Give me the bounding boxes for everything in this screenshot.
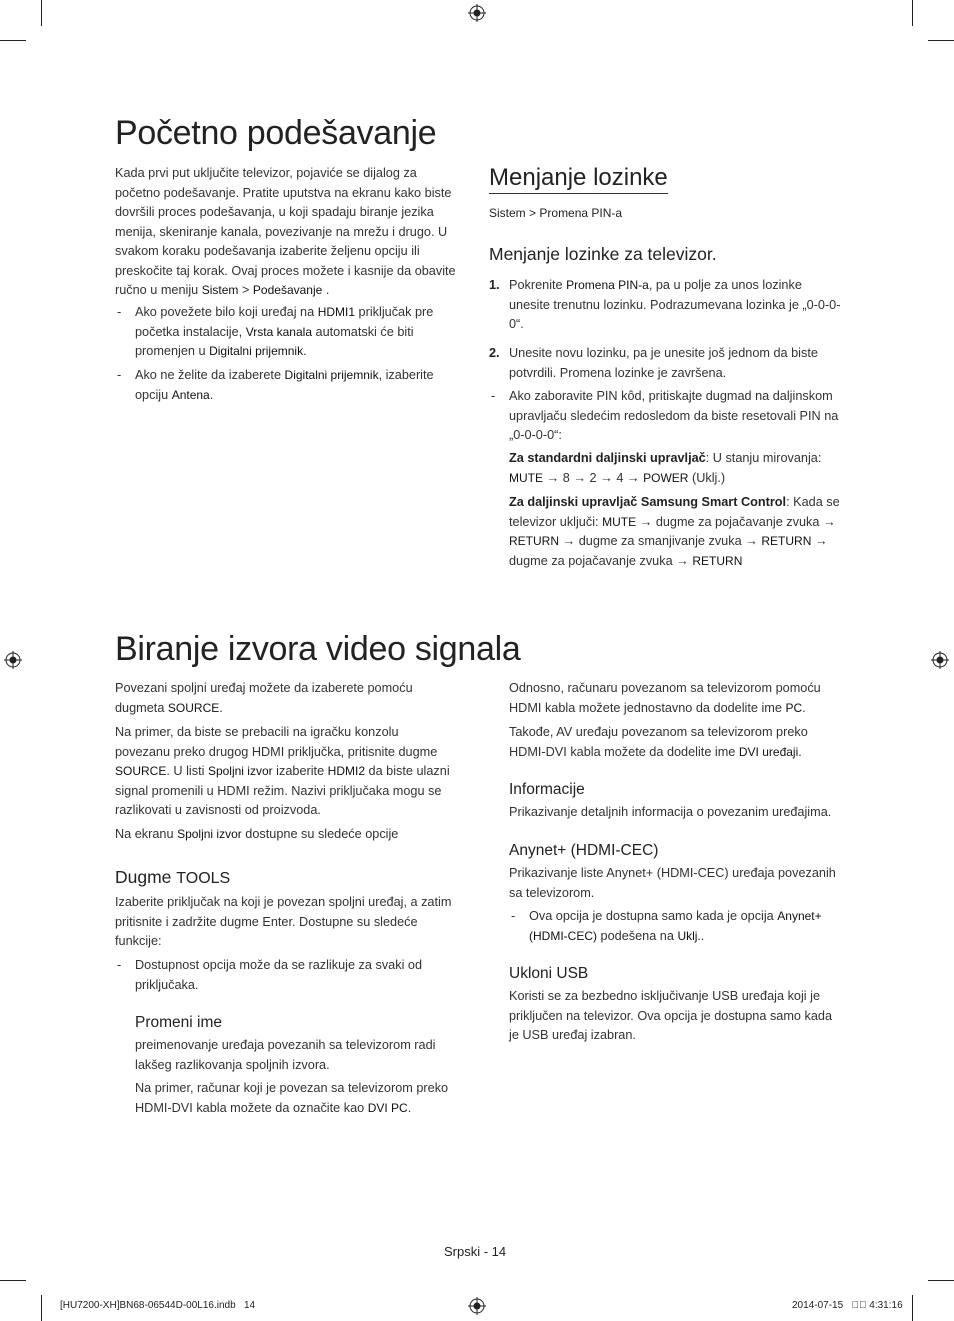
bullet-text: Ako povežete bilo koji uređaj na — [135, 305, 318, 319]
crop-mark — [912, 1295, 913, 1321]
digital-receiver: Digitalni prijemnik — [284, 368, 379, 382]
tools-title — [115, 867, 230, 888]
menu-setup: Podešavanje — [252, 283, 323, 297]
source-text: da biste ulazni signal promenili u HDMI režim. Nazivi priključaka mogu se razlikovati u zavisnosti od proizvoda. — [115, 764, 450, 817]
bullet-text: , izaberite opciju — [135, 368, 434, 402]
period: . — [798, 744, 802, 759]
smart-remote-block — [509, 493, 843, 571]
section-title-change-password — [489, 165, 668, 191]
list-item — [511, 907, 844, 946]
dvi-pc: DVI PC — [367, 1100, 408, 1115]
dash-bullet: - — [117, 368, 122, 382]
right-text: Odnosno, računaru povezanom sa televizorom pomoću HDMI kabla možete jednostavno da dodelite ime — [509, 681, 821, 715]
tools-title-text: Dugme — [115, 867, 177, 887]
return-key: RETURN — [509, 534, 559, 548]
info-text: Prikazivanje detaljnih informacija o povezanim uređajima. — [509, 805, 832, 819]
bullet-text: Ako ne želite da izaberete — [135, 368, 285, 382]
breadcrumb-system: Sistem — [489, 206, 526, 220]
initial-setup-text-1: Kada prvi put uključite televizor, pojaviće se dijalog za početno podešavanje. Pratite uputstva na ekranu kako biste dovršili proces podešavanja, u koji spadaju biranje jezika menija, skeniranje kanala, povezivanje na mrežu i drugo. — [115, 166, 452, 239]
smart-remote-label: Za daljinski upravljač Samsung Smart Control — [509, 495, 787, 509]
menu-arrow: > — [241, 283, 250, 297]
period: . — [700, 928, 705, 943]
anynet-text: Prikazivanje liste Anynet+ (HDMI-CEC) uređaja povezanih sa televizorom. — [509, 866, 836, 900]
source-paragraph-2 — [115, 723, 457, 821]
usb-text: Koristi se za bezbedno isključivanje USB uređaja koji je priključen na televizor. Ova opcija je dostupna samo kada je USB uređaj izabran. — [509, 989, 833, 1042]
step-number: 1. — [489, 278, 500, 292]
tools-key: TOOLS — [176, 870, 231, 887]
source-text: Na ekranu — [115, 827, 178, 841]
source-paragraph-1 — [115, 679, 455, 718]
dash-bullet: - — [117, 305, 122, 319]
source-key: SOURCE — [115, 764, 167, 778]
breadcrumb-pin: Promena PIN-a — [539, 206, 623, 220]
return-key: RETURN — [761, 534, 812, 548]
sequence-text: → 8 → 2 → 4 → — [543, 470, 644, 485]
usb-title: Ukloni USB — [509, 965, 589, 982]
sequence-text: → dugme za pojačavanje zvuka → — [509, 534, 828, 568]
dash-bullet: - — [491, 389, 496, 403]
anynet-note: podešena na — [597, 928, 678, 943]
crop-mark — [912, 0, 913, 26]
standard-remote-text: : U stanju mirovanja: — [705, 451, 822, 465]
period: . — [219, 700, 223, 715]
mute-key: MUTE — [602, 514, 637, 529]
right-paragraph-1 — [509, 679, 844, 718]
source-text: dostupne su sledeće opcije — [241, 827, 399, 841]
list-item — [117, 303, 465, 362]
period: . — [325, 283, 330, 297]
info-title: Informacije — [509, 781, 585, 798]
forgot-pin-text: Ako zaboravite PIN kôd, pritiskajte dugmad na daljinskom upravljaču sledećim redosledom da biste resetovali PIN na „0-0-0-0“: — [509, 389, 839, 442]
step-text: Pokrenite — [509, 278, 567, 292]
list-item — [117, 366, 465, 405]
initial-setup-paragraph — [115, 164, 465, 301]
dash-bullet: - — [117, 958, 122, 972]
slug-left: [HU7200-XH]BN68-06544D-00L16.indb 14 — [60, 1300, 256, 1311]
sequence-text: (Uklj.) — [688, 470, 726, 485]
list-item — [491, 387, 841, 446]
source-text: izaberite — [272, 764, 328, 778]
period: . — [303, 344, 307, 358]
initial-setup-text-2: U svakom koraku podešavanja izaberite željenu opciju ili preskočite taj korak. Ovaj proces možete i kasnije da obavite ručno u meniju — [115, 224, 456, 297]
power-key: POWER — [643, 470, 689, 485]
dash-bullet: - — [511, 909, 516, 923]
on-value: Uklj. — [677, 928, 701, 943]
antenna: Antena — [171, 387, 210, 402]
tools-note: Dostupnost opcija može da se razlikuje za svaki od priključaka. — [135, 958, 423, 992]
step-number: 2. — [489, 346, 500, 360]
step-text: Unesite novu lozinku, pa je unesite još jednom da biste potvrdili. Promena lozinke je završena. — [509, 346, 818, 380]
menu-system: Sistem — [201, 283, 239, 297]
period: . — [407, 1100, 412, 1115]
bullet-text: automatski će biti promenjen u — [135, 324, 414, 358]
crop-mark — [928, 1280, 954, 1281]
crop-mark — [0, 1280, 26, 1281]
standard-remote-label: Za standardni daljinski upravljač — [509, 451, 706, 465]
page-title-initial-setup: Početno podešavanje — [115, 114, 437, 152]
rename-text: Na primer, računar koji je povezan sa televizorom preko HDMI-DVI kabla možete da označite kao — [135, 1081, 449, 1115]
rename-text-2 — [135, 1079, 460, 1118]
page-title-source: Biranje izvora video signala — [115, 630, 521, 668]
hdmi2: HDMI2 — [327, 764, 365, 778]
return-key: RETURN — [692, 553, 743, 568]
list-item — [117, 956, 455, 995]
right-paragraph-2 — [509, 723, 844, 762]
sequence-text: → dugme za pojačavanje zvuka → — [636, 514, 836, 529]
sequence-text: → dugme za smanjivanje zvuka → — [559, 534, 762, 548]
bullet-text: priključak pre početka instalacije, — [135, 305, 434, 339]
step-text: , pa u polje za unos lozinke unesite trenutnu lozinku. Podrazumevana lozinka je „0-0-0-0“. — [509, 278, 841, 331]
page-number: Srpski - 14 — [444, 1244, 507, 1259]
anynet-title: Anynet+ (HDMI-CEC) — [509, 842, 659, 859]
channel-type: Vrsta kanala — [245, 324, 312, 339]
period: . — [802, 700, 806, 715]
subtitle-tv-password: Menjanje lozinke za televizor. — [489, 244, 717, 264]
list-item — [489, 344, 841, 383]
registration-mark-icon — [468, 1297, 486, 1315]
pc-name: PC — [785, 700, 803, 715]
standard-remote-block — [509, 449, 841, 488]
slug-right: 2014-07-15 ￿￿ 4:31:16 — [792, 1300, 903, 1311]
rename-text-1: preimenovanje uređaja povezanih sa televizorom radi lakšeg razlikovanja spoljnih izvora. — [135, 1038, 436, 1072]
period: . — [209, 387, 214, 402]
source-text: Na primer, da biste se prebacili na igračku konzolu povezanu preko drugog HDMI priključka, pritisnite dugme — [115, 725, 438, 759]
mute-key: MUTE — [509, 470, 543, 485]
breadcrumb — [489, 206, 622, 220]
right-text: Takođe, AV uređaju povezanom sa televizorom preko HDMI-DVI kabla možete da dodelite ime — [509, 725, 808, 759]
list-item — [489, 276, 841, 335]
crop-mark — [0, 40, 26, 41]
change-pin: Promena PIN-a — [566, 278, 649, 292]
crop-mark — [928, 40, 954, 41]
crop-mark — [41, 1295, 42, 1321]
tools-text: Izaberite priključak na koji je povezan spoljni uređaj, a zatim pritisnite i zadržite dugme Enter. Dostupne su sledeće funkcije: — [115, 895, 452, 948]
source-text: . U listi — [166, 764, 208, 778]
anynet-option: Anynet+ (HDMI-CEC) — [529, 909, 822, 943]
crop-mark — [41, 0, 42, 26]
smart-remote-text: : Kada se televizor uključi: — [509, 495, 840, 529]
anynet-note: Ova opcija je dostupna samo kada je opcija — [529, 909, 778, 923]
dvi-devices: DVI uređaji — [738, 744, 799, 759]
source-text: Povezani spoljni uređaj možete da izaberete pomoću dugmeta — [115, 681, 413, 715]
registration-mark-icon — [468, 4, 486, 22]
hdmi1: HDMI1 — [317, 305, 356, 319]
rename-title: Promeni ime — [135, 1014, 222, 1031]
digital-receiver: Digitalni prijemnik — [209, 344, 304, 358]
source-paragraph-3 — [115, 825, 455, 845]
registration-mark-icon — [4, 651, 22, 669]
external-source: Spoljni izvor — [207, 764, 273, 778]
source-key: SOURCE — [167, 700, 220, 715]
breadcrumb-separator: > — [529, 206, 537, 220]
section-title-text: Menjanje lozinke — [489, 164, 668, 194]
external-source: Spoljni izvor — [177, 827, 242, 841]
registration-mark-icon — [931, 651, 949, 669]
